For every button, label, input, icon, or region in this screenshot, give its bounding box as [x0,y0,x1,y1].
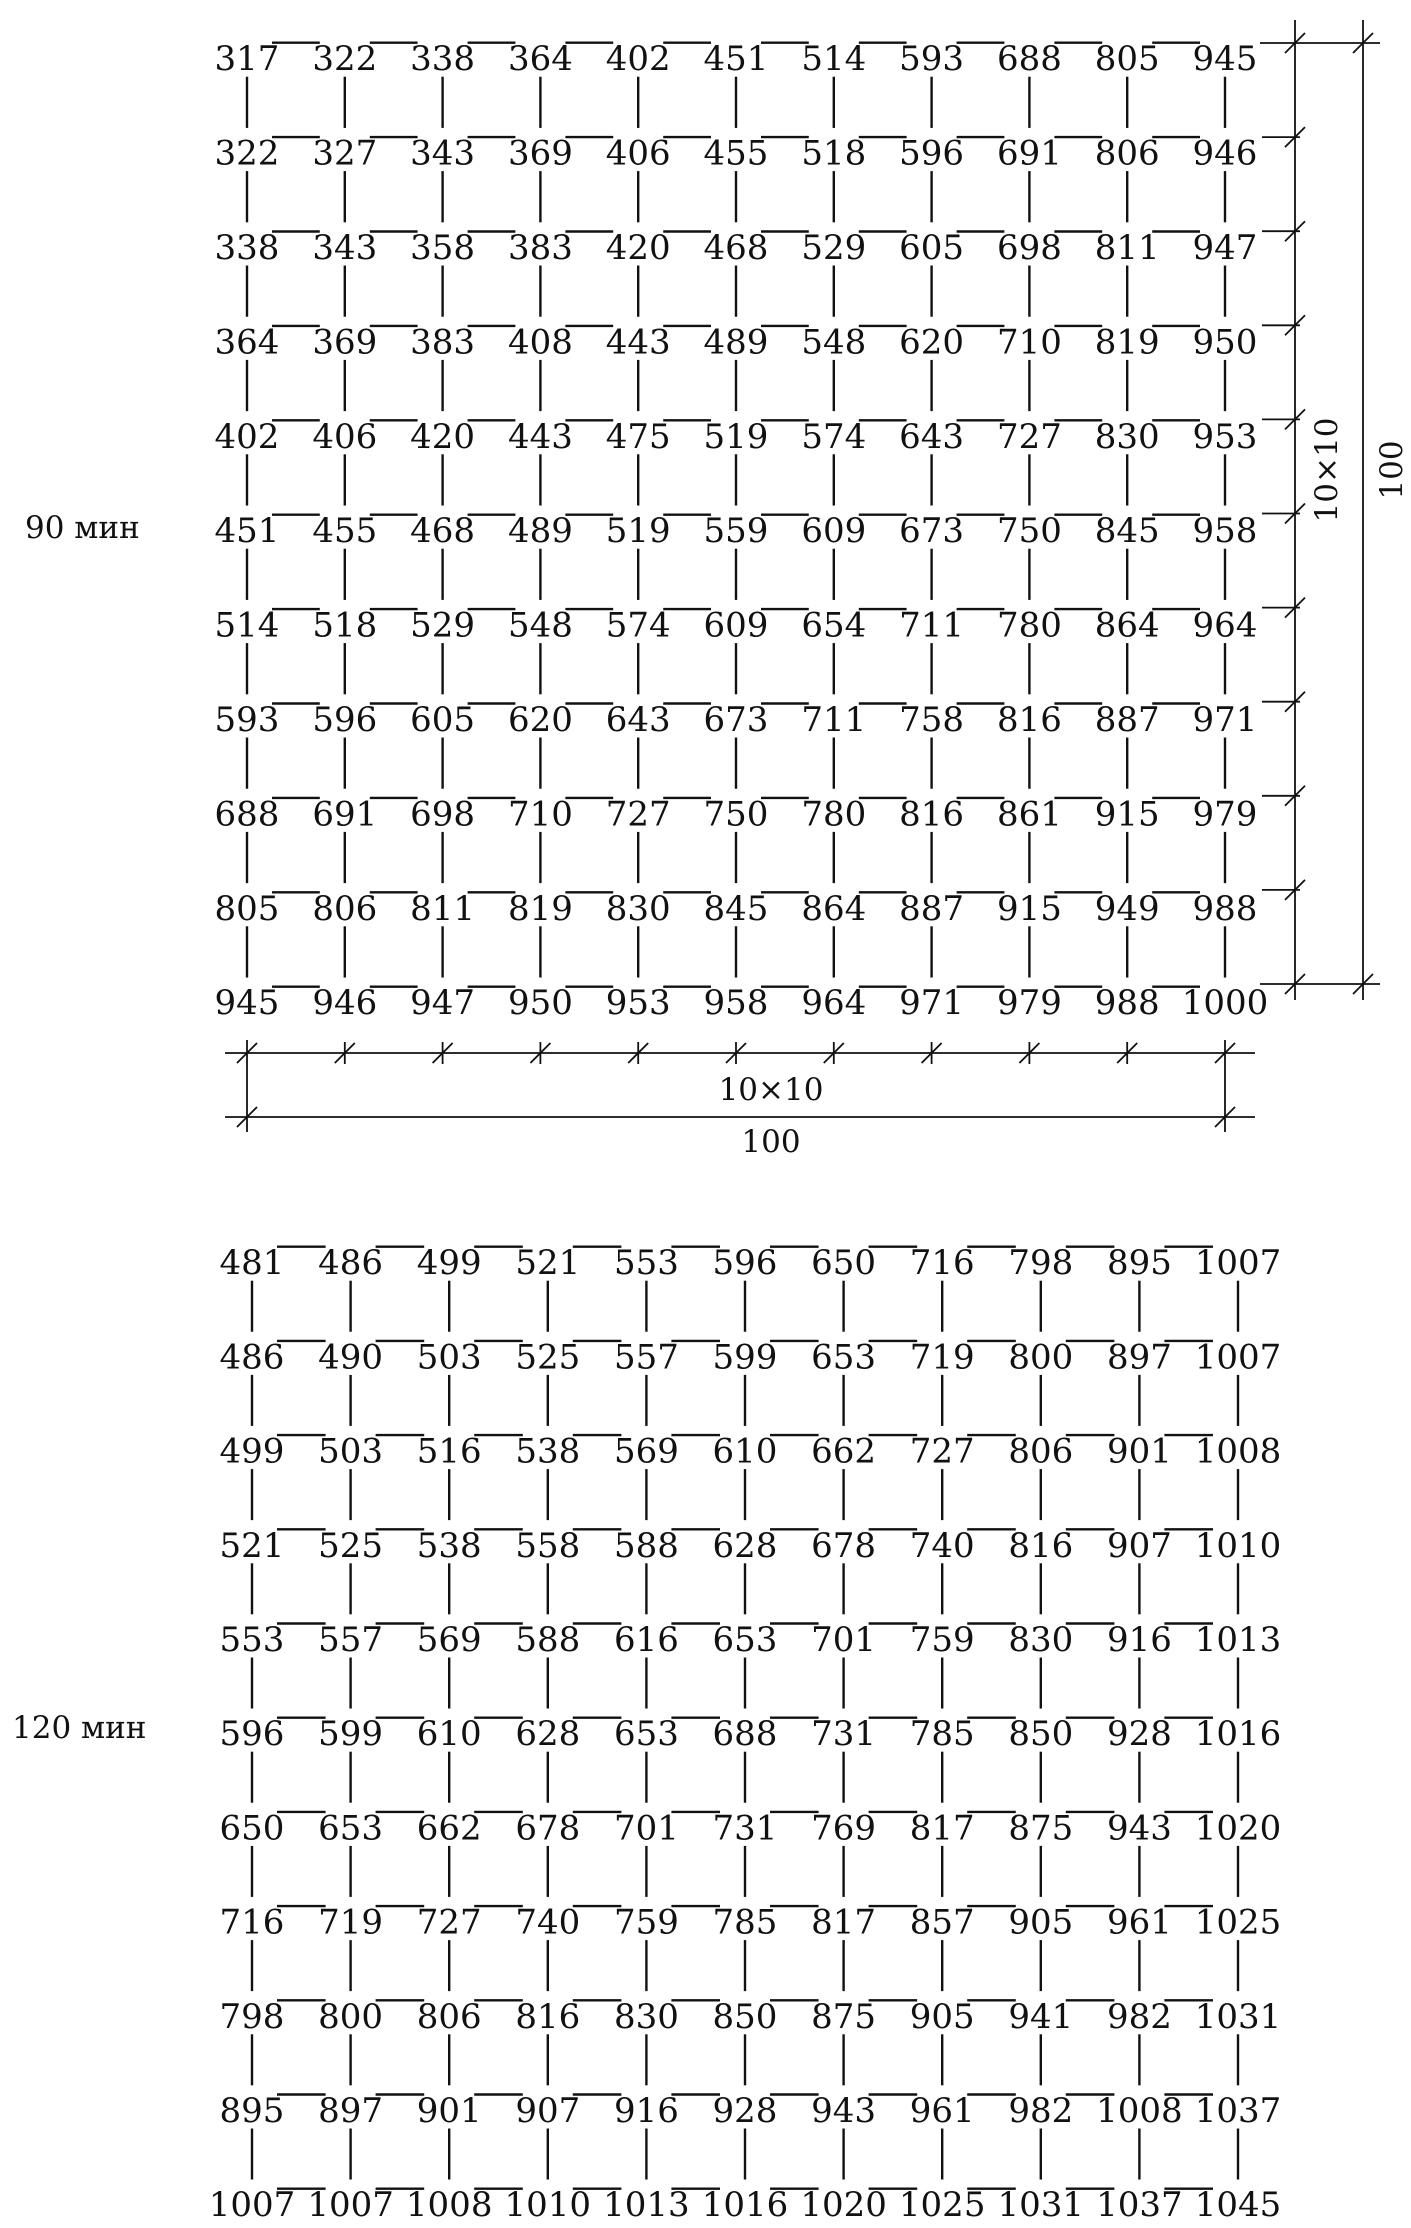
grid120-cell: 759 [909,1620,975,1661]
grid120-cell: 516 [416,1431,482,1472]
grid90-cell: 915 [996,888,1062,929]
grid90-cell: 468 [703,228,769,269]
grid120-cell: 982 [1106,1996,1172,2037]
grid120-cell: 628 [515,1714,581,1755]
grid120-cell: 1016 [701,2185,789,2226]
grid90-cell: 402 [214,416,280,457]
grid120-cell: 897 [1106,1337,1172,1378]
grid120-cell: 557 [318,1620,384,1661]
grid90-cell: 338 [214,228,280,269]
grid90-cell: 845 [703,888,769,929]
grid-90-min [25,20,1410,1160]
grid120-cell: 943 [1106,1808,1172,1849]
grid120-cell: 616 [613,1620,679,1661]
grid90-cell: 750 [996,511,1062,552]
grid120-cell: 716 [219,1902,285,1943]
grid120-cell: 740 [515,1902,581,1943]
grid90-cell: 620 [507,700,573,741]
grid90-cell: 887 [899,888,965,929]
grid90-cell: 468 [410,511,476,552]
grid120-cell: 688 [712,1714,778,1755]
grid90-cell: 364 [507,39,573,80]
grid90-cell: 830 [1094,416,1160,457]
grid120-cell: 569 [613,1431,679,1472]
grid90-cell: 698 [410,794,476,835]
grid90-cell: 514 [801,39,867,80]
grid90-cell: 548 [507,605,573,646]
grid90-cell: 946 [1192,133,1258,174]
grid90-cell: 864 [801,888,867,929]
grid90-cell: 451 [214,511,280,552]
grid90-cell: 559 [703,511,769,552]
grid120-cell: 916 [1106,1620,1172,1661]
grid120-cell: 610 [416,1714,482,1755]
grid90-cell: 369 [507,133,573,174]
grid90-cell: 710 [996,322,1062,363]
grid90-cell: 845 [1094,511,1160,552]
bottom-dim-step-label: 10×10 [718,1072,824,1108]
grid120-cell: 596 [219,1714,285,1755]
grid120-cell: 662 [811,1431,877,1472]
grid90-cell: 953 [1192,416,1258,457]
grid120-cell: 588 [613,1525,679,1566]
grid90-cell: 358 [410,228,476,269]
grid120-cell: 653 [712,1620,778,1661]
grid120-cell: 653 [811,1337,877,1378]
grid120-cell: 727 [416,1902,482,1943]
grid120-cell: 569 [416,1620,482,1661]
grid120-cell: 1008 [1194,1431,1282,1472]
grid120-cell: 1031 [997,2185,1085,2226]
grid120-cell: 800 [318,1996,384,2037]
grid90-cell: 887 [1094,700,1160,741]
grid120-cell: 907 [1106,1525,1172,1566]
grid90-cell: 317 [214,39,280,80]
grid120-cell: 1013 [1194,1620,1282,1661]
grid120-cell: 857 [909,1902,975,1943]
grid90-cell: 574 [605,605,671,646]
grid120-cell: 817 [909,1808,975,1849]
grid90-cell: 455 [703,133,769,174]
grid120-cell: 719 [318,1902,384,1943]
grid90-cell: 609 [801,511,867,552]
right-dim-total-label: 100 [1374,440,1410,500]
grid120-cell: 701 [811,1620,877,1661]
grid90-cell: 369 [312,322,378,363]
grid120-cell: 943 [811,2091,877,2132]
grid120-cell: 557 [613,1337,679,1378]
grid90-cell: 819 [507,888,573,929]
grid90-cell: 322 [214,133,280,174]
grid120-cell: 678 [515,1808,581,1849]
grid120-cell: 716 [909,1243,975,1284]
grid120-cell: 499 [219,1431,285,1472]
grid90-cell: 420 [410,416,476,457]
grid90-cell: 518 [312,605,378,646]
grid120-cell: 1007 [1194,1243,1282,1284]
grid120-cell: 875 [811,1996,877,2037]
grid120-cell: 719 [909,1337,975,1378]
grid90-cell: 950 [1192,322,1258,363]
grid120-cell: 588 [515,1620,581,1661]
grid90-cell: 915 [1094,794,1160,835]
grid120-cell: 982 [1008,2091,1074,2132]
grid120-cell: 481 [219,1243,285,1284]
grid120-cell: 895 [1106,1243,1172,1284]
grid120-cell: 907 [515,2091,581,2132]
grid120-cell: 486 [318,1243,384,1284]
grid90-cell: 711 [801,700,867,741]
grid90-cell: 443 [605,322,671,363]
grid90-cell: 643 [605,700,671,741]
grid90-cell: 514 [214,605,280,646]
grid90-cell: 953 [605,983,671,1024]
grid90-cell: 947 [1192,228,1258,269]
grid90-cell: 816 [996,700,1062,741]
grid120-cell: 503 [416,1337,482,1378]
grid90-cell: 364 [214,322,280,363]
grid90-cell: 780 [996,605,1062,646]
grid90-cell: 402 [605,39,671,80]
grid90-cell: 605 [899,228,965,269]
grid120-cell: 1008 [405,2185,493,2226]
grid120-cell: 816 [515,1996,581,2037]
grid90-cell: 489 [507,511,573,552]
grid90-cell: 673 [703,700,769,741]
grid120-cell: 1020 [800,2185,887,2226]
grid90-cell: 750 [703,794,769,835]
right-dim-step-label: 10×10 [1309,417,1345,523]
grid120-cell: 553 [219,1620,285,1661]
grid90-cell: 805 [214,888,280,929]
grid120-cell: 1007 [307,2185,394,2226]
grid90-cell: 758 [899,700,965,741]
grid120-cell: 1037 [1096,2185,1183,2226]
grid90-cell: 383 [410,322,476,363]
grid90-cell: 979 [1192,794,1258,835]
grid90-cell: 529 [801,228,867,269]
grid90-cell: 864 [1094,605,1160,646]
grid90-cell: 727 [605,794,671,835]
grid90-cell: 946 [312,983,378,1024]
bottom-dim-total-label: 100 [741,1124,801,1160]
grid120-cell: 1010 [1194,1525,1282,1566]
grid120-cell: 599 [712,1337,778,1378]
grid90-cell: 420 [605,228,671,269]
grid90-cell: 455 [312,511,378,552]
grid90-cell: 971 [1192,700,1258,741]
grid90-cell: 816 [899,794,965,835]
grid120-cell: 806 [416,1996,482,2037]
grid120-cell: 1013 [603,2185,690,2226]
grid-90-values [215,39,1269,1023]
grid90-cell: 711 [899,605,965,646]
grid120-cell: 901 [416,2091,482,2132]
grid120-cell: 628 [712,1525,778,1566]
grid-120-label: 120 мин [12,1710,147,1746]
grid90-cell: 338 [410,39,476,80]
grid120-cell: 490 [318,1337,384,1378]
grid120-cell: 875 [1008,1808,1074,1849]
grid90-cell: 605 [410,700,476,741]
grid120-cell: 897 [318,2091,384,2132]
grid120-cell: 901 [1106,1431,1172,1472]
grid120-cell: 610 [712,1431,778,1472]
grid90-cell: 958 [1192,511,1258,552]
grid120-cell: 800 [1008,1337,1074,1378]
grid120-cell: 905 [909,1996,975,2037]
grid120-cell: 553 [613,1243,679,1284]
grid120-cell: 525 [318,1525,384,1566]
grid120-cell: 678 [811,1525,877,1566]
grid120-cell: 1010 [504,2185,592,2226]
grid90-cell: 1000 [1181,983,1269,1024]
grid120-cell: 769 [811,1808,877,1849]
grid90-cell: 698 [996,228,1062,269]
grid120-cell: 1045 [1194,2185,1282,2226]
grid120-cell: 916 [613,2091,679,2132]
grid120-cell: 830 [1008,1620,1074,1661]
grid90-cell: 945 [1192,39,1258,80]
grid120-cell: 740 [909,1525,975,1566]
grid120-cell: 599 [318,1714,384,1755]
grid120-cell: 653 [318,1808,384,1849]
grid90-cell: 475 [605,416,671,457]
grid120-cell: 521 [219,1525,285,1566]
grid90-cell: 406 [605,133,671,174]
grid120-cell: 798 [1008,1243,1074,1284]
grid120-cell: 895 [219,2091,285,2132]
grid120-cell: 785 [712,1902,778,1943]
grid90-cell: 950 [507,983,573,1024]
grid120-cell: 596 [712,1243,778,1284]
grid90-cell: 383 [507,228,573,269]
grid90-cell: 805 [1094,39,1160,80]
grid90-cell: 947 [410,983,476,1024]
grid-120-min [12,1243,1281,2225]
grid90-cell: 529 [410,605,476,646]
grid120-cell: 521 [515,1243,581,1284]
grid120-cell: 731 [712,1808,778,1849]
grid90-cell: 811 [410,888,476,929]
grid120-cell: 1025 [1194,1902,1282,1943]
grid90-cell: 780 [801,794,867,835]
grid120-cell: 486 [219,1337,285,1378]
grid120-cell: 558 [515,1525,581,1566]
grid90-cell: 574 [801,416,867,457]
grid90-cell: 518 [801,133,867,174]
grid120-cell: 806 [1008,1431,1074,1472]
grid120-cell: 650 [219,1808,285,1849]
grid90-cell: 988 [1192,888,1258,929]
grid90-cell: 408 [507,322,573,363]
grid120-cell: 961 [909,2091,975,2132]
grid90-cell: 548 [801,322,867,363]
grid90-cell: 643 [899,416,965,457]
grid90-cell: 593 [899,39,965,80]
grid90-cell: 861 [996,794,1062,835]
grid90-cell: 451 [703,39,769,80]
grid120-cell: 785 [909,1714,975,1755]
grid90-cell: 958 [703,983,769,1024]
grid90-cell: 710 [507,794,573,835]
grid120-cell: 1007 [208,2185,296,2226]
grid120-cell: 928 [1106,1714,1172,1755]
grid120-cell: 650 [811,1243,877,1284]
grid90-cell: 979 [996,983,1062,1024]
grid120-cell: 1031 [1194,1996,1282,2037]
grid120-cell: 701 [613,1808,679,1849]
grid120-cell: 1020 [1194,1808,1282,1849]
grid90-cell: 519 [703,416,769,457]
grid120-cell: 662 [416,1808,482,1849]
grid120-cell: 538 [416,1525,482,1566]
grid120-cell: 1016 [1194,1714,1282,1755]
grid90-cell: 819 [1094,322,1160,363]
grid90-cell: 691 [996,133,1062,174]
grid90-cell: 327 [312,133,378,174]
grid120-cell: 798 [219,1996,285,2037]
grid90-cell: 971 [899,983,965,1024]
grid-90-label: 90 мин [25,510,140,546]
grid120-cell: 850 [712,1996,778,2037]
grid120-cell: 816 [1008,1525,1074,1566]
grid90-cell: 688 [996,39,1062,80]
grid90-cell: 949 [1094,888,1160,929]
grid90-cell: 688 [214,794,280,835]
grid90-cell: 673 [899,511,965,552]
grid120-cell: 941 [1008,1996,1074,2037]
grid90-cell: 830 [605,888,671,929]
grid90-cell: 593 [214,700,280,741]
grid90-cell: 964 [1192,605,1258,646]
grid120-cell: 905 [1008,1902,1074,1943]
right-dim-ticks [1262,33,1305,994]
grid120-cell: 653 [613,1714,679,1755]
grid90-cell: 596 [312,700,378,741]
grid90-cell: 988 [1094,983,1160,1024]
grid120-cell: 759 [613,1902,679,1943]
grid90-cell: 343 [312,228,378,269]
grid90-cell: 620 [899,322,965,363]
grid90-cell: 945 [214,983,280,1024]
grid120-cell: 850 [1008,1714,1074,1755]
grid120-cell: 1037 [1194,2091,1282,2132]
grid90-cell: 727 [996,416,1062,457]
grid120-cell: 727 [909,1431,975,1472]
grid90-cell: 406 [312,416,378,457]
grid90-cell: 609 [703,605,769,646]
grid120-cell: 961 [1106,1902,1172,1943]
grid90-cell: 443 [507,416,573,457]
grid120-cell: 830 [613,1996,679,2037]
grid90-cell: 343 [410,133,476,174]
grid90-cell: 596 [899,133,965,174]
grid90-cell: 654 [801,605,867,646]
grid90-cell: 489 [703,322,769,363]
grid90-cell: 519 [605,511,671,552]
grid120-cell: 928 [712,2091,778,2132]
grid120-cell: 1007 [1194,1337,1282,1378]
grid90-cell: 322 [312,39,378,80]
grid90-cell: 806 [312,888,378,929]
grid120-cell: 731 [811,1714,877,1755]
grid120-cell: 499 [416,1243,482,1284]
grid90-cell: 964 [801,983,867,1024]
grid120-cell: 538 [515,1431,581,1472]
grid90-cell: 691 [312,794,378,835]
grid120-cell: 1025 [898,2185,986,2226]
grid120-cell: 525 [515,1337,581,1378]
grid120-cell: 817 [811,1902,877,1943]
grid120-cell: 1008 [1096,2091,1183,2132]
grid120-cell: 503 [318,1431,384,1472]
grid90-cell: 811 [1094,228,1160,269]
grid90-cell: 806 [1094,133,1160,174]
